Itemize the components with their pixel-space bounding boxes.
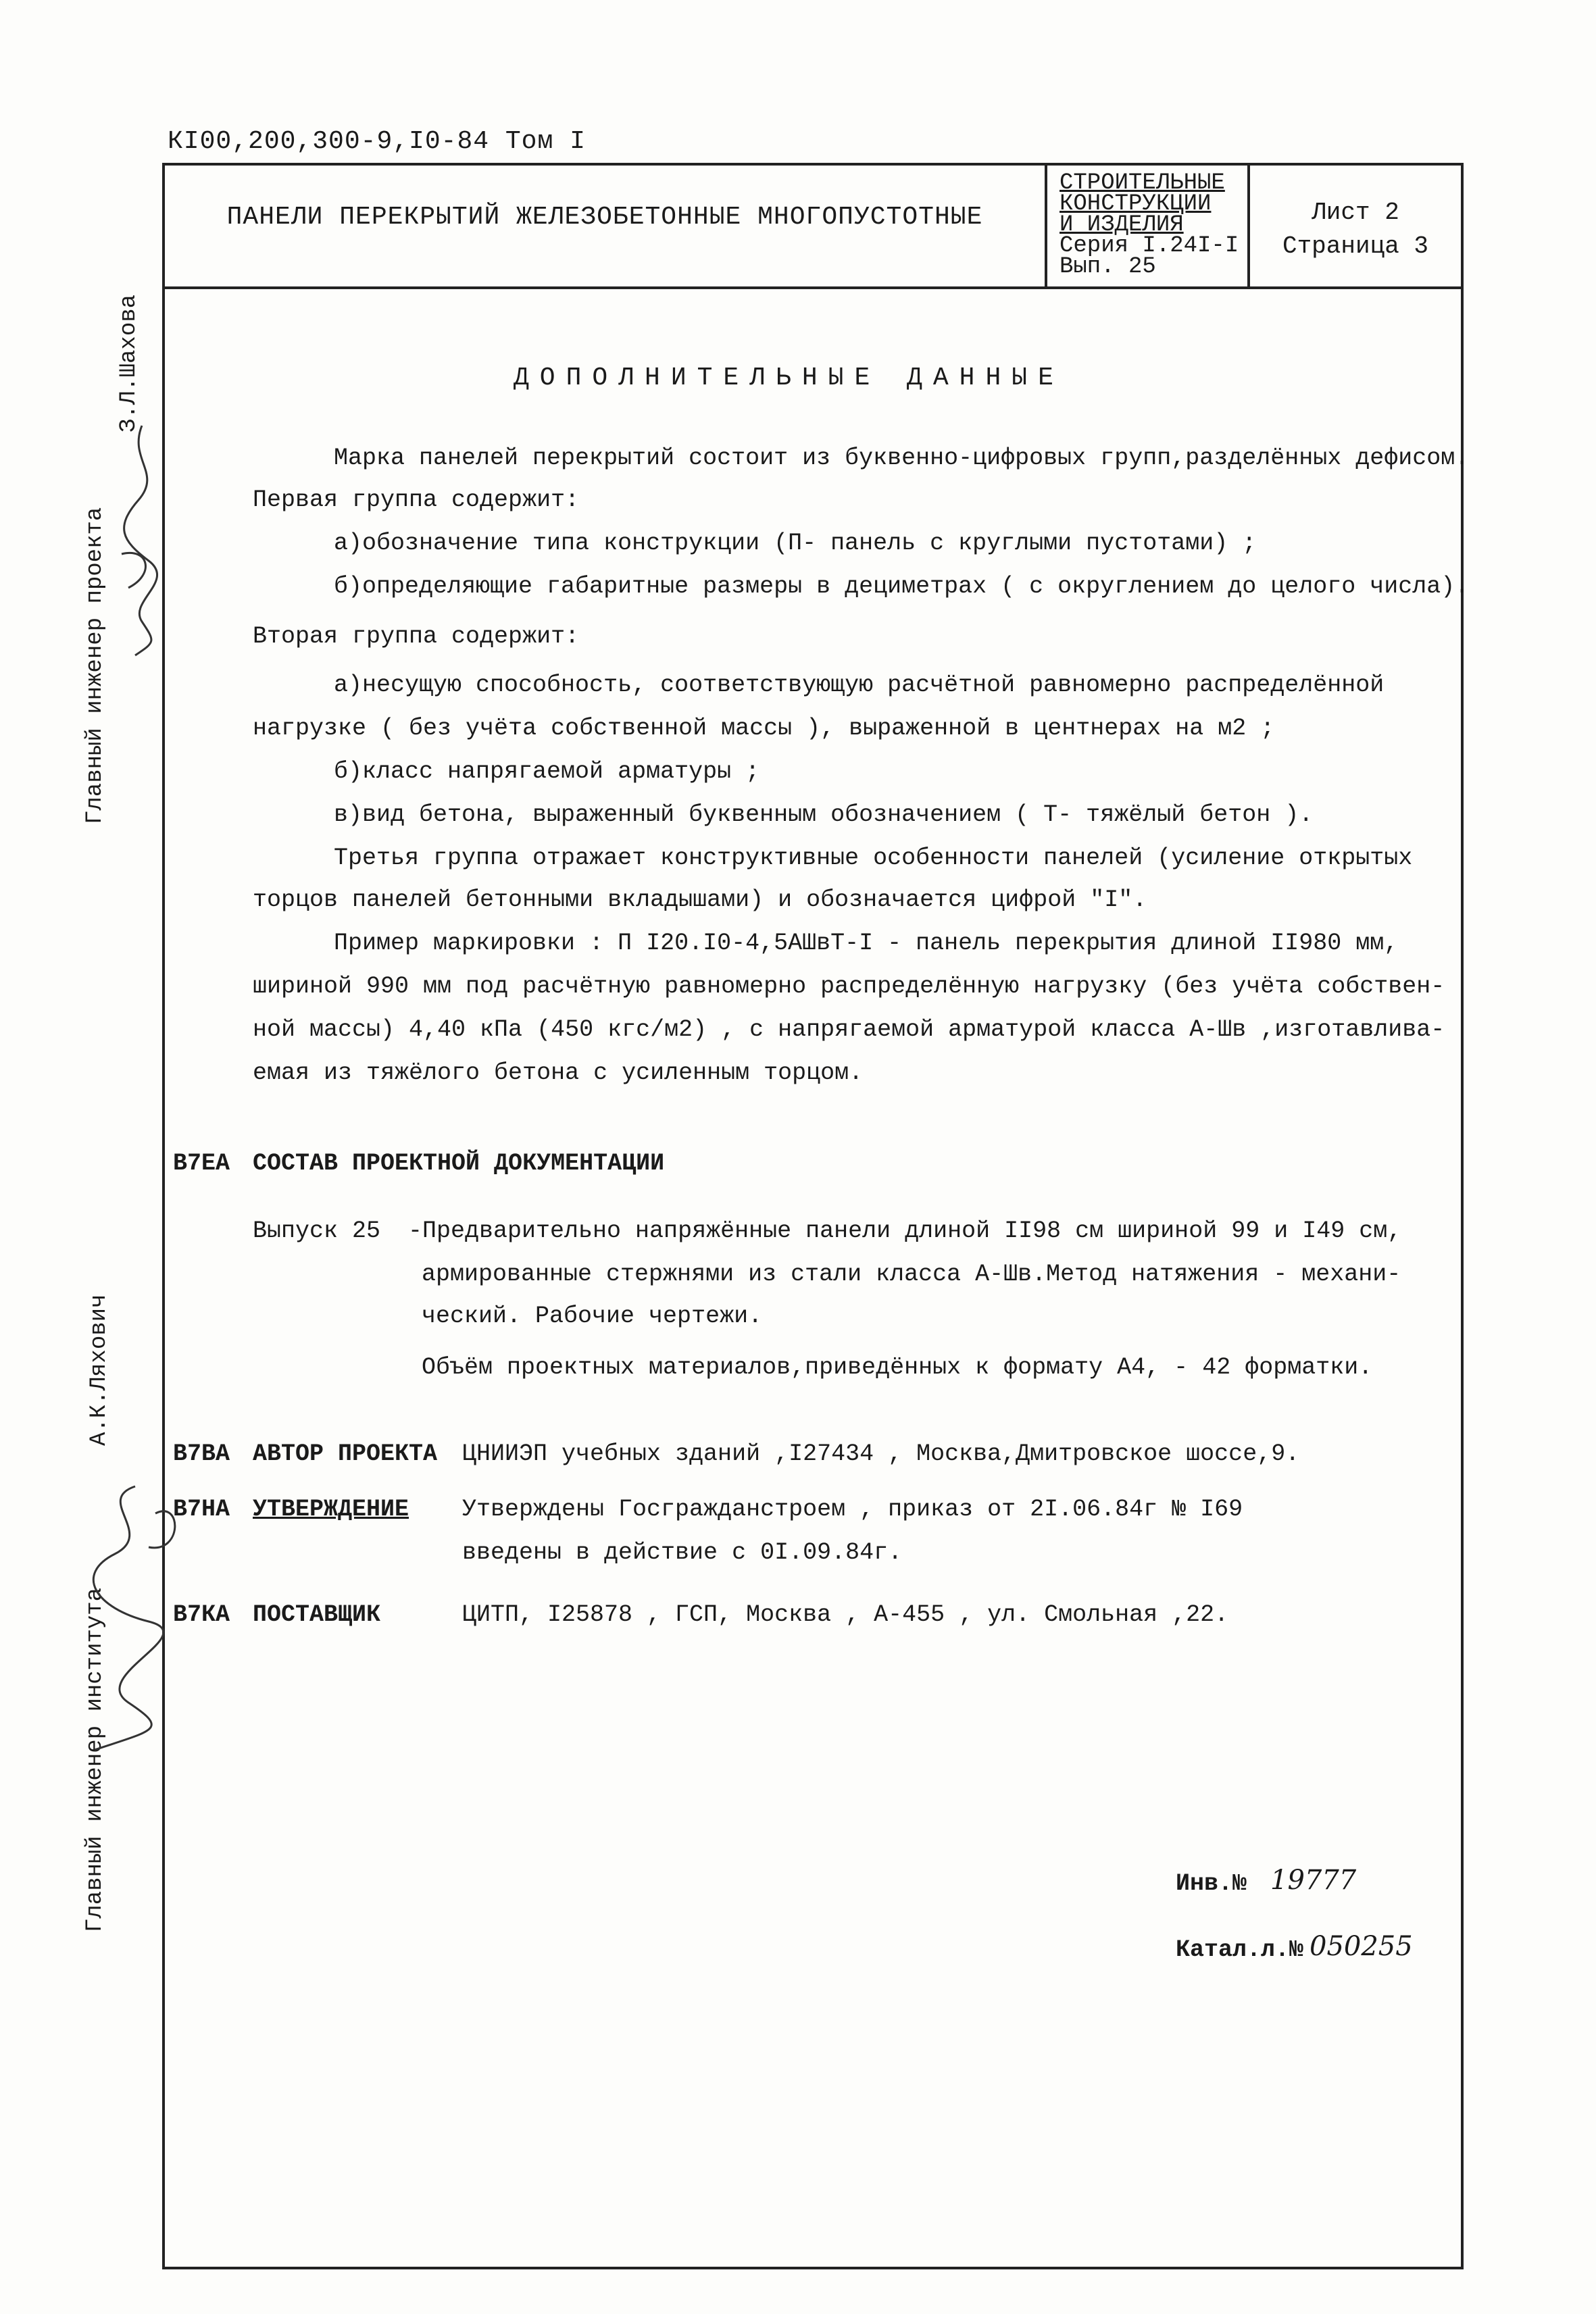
paragraph-line: б)определяющие габаритные размеры в дециметрах ( с округлением до целого числа). [334, 573, 1470, 600]
paragraph-line: а)обозначение типа конструкции (П- панель с круглыми пустотами) ; [334, 530, 1257, 557]
author-text: ЦНИИЭП учебных зданий ,I27434 , Москва,Дмитровское шоссе,9. [462, 1440, 1300, 1467]
series-line: И ИЗДЕЛИЯ [1059, 212, 1184, 238]
series-line: КОНСТРУКЦИИ [1059, 191, 1212, 217]
sheet-number: Лист 2 [1312, 199, 1399, 226]
signature-shakhova [101, 419, 176, 662]
catalog-number: 050255 [1310, 1931, 1413, 1962]
series-line: СТРОИТЕЛЬНЫЕ [1059, 170, 1225, 196]
paragraph-line: торцов панелей бетонными вкладышами) и обозначается цифрой "I". [253, 886, 1147, 913]
paragraph-line: Марка панелей перекрытий состоит из буквенно-цифровых групп,разделённых дефисом. [334, 445, 1470, 472]
chief-project-engineer-title: Главный инженер проекта [82, 507, 108, 824]
approval-line: введены в действие с 0I.09.84г. [462, 1539, 903, 1566]
paragraph-line: ной массы) 4,40 кПа (450 кгс/м2) , с напрягаемой арматурой класса А-Шв ,изготавлива- [253, 1016, 1445, 1043]
header-title: ПАНЕЛИ ПЕРЕКРЫТИЙ ЖЕЛЕЗОБЕТОННЫЕ МНОГОПУСТОТНЫЕ [226, 203, 983, 232]
paragraph-line: а)несущую способность, соответствующую расчётной равномерно распределённой [334, 672, 1385, 699]
volume-line: Объём проектных материалов,приведённых к формату А4, - 42 форматки. [422, 1354, 1373, 1381]
catalog-label: Катал.л.№ [1176, 1936, 1304, 1963]
sheet-block [1254, 196, 1457, 263]
paragraph-line: Пример маркировки : П I20.I0-4,5АШвТ-I - панель перекрытия длиной II980 мм, [334, 930, 1399, 957]
approval-code: В7НА [173, 1496, 230, 1523]
supplier-code: В7КА [173, 1601, 230, 1628]
issue-label: Выпуск 25 [253, 1217, 381, 1244]
approval-title: УТВЕРЖДЕНИЕ [253, 1496, 409, 1523]
issue-line: армированные стержнями из стали класса А-Шв.Метод натяжения - механи- [422, 1261, 1401, 1288]
supplier-title: ПОСТАВЩИК [253, 1601, 381, 1628]
author-title: АВТОР ПРОЕКТА [253, 1440, 438, 1467]
series-line: Серия I.24I-I [1059, 233, 1239, 259]
approval-line: Утверждены Госгражданстроем , приказ от 2I.06.84г № I69 [462, 1496, 1243, 1523]
chief-institute-engineer-title: Главный инженер института [82, 1587, 108, 1932]
composition-code: В7ЕА [173, 1150, 230, 1177]
paragraph-line: нагрузке ( без учёта собственной массы ), выраженной в центнерах на м2 ; [253, 715, 1275, 742]
series-line: Вып. 25 [1059, 254, 1156, 280]
header-separator-1 [1045, 163, 1047, 288]
inventory-number: 19777 [1270, 1865, 1357, 1896]
paragraph-line: Вторая группа содержит: [253, 623, 580, 650]
chief-institute-engineer-name: А.К.Ляхович [86, 1294, 112, 1446]
issue-line: -Предварительно напряжённые панели длиной II98 см шириной 99 и I49 см, [408, 1217, 1402, 1244]
paragraph-line: шириной 990 мм под расчётную равномерно распределённую нагрузку (без учёта собствен- [253, 973, 1445, 1000]
signature-lyakhovich [54, 1473, 189, 1757]
inventory-label: Инв.№ [1176, 1870, 1247, 1897]
paragraph-line: б)класс напрягаемой арматуры ; [334, 758, 760, 785]
header-divider [162, 286, 1464, 289]
document-code: КI00,200,300-9,I0-84 Том I [168, 127, 586, 156]
author-code: В7ВА [173, 1440, 230, 1467]
paragraph-line: Третья группа отражает конструктивные особенности панелей (усиление открытых [334, 845, 1413, 872]
page-number: Страница 3 [1282, 232, 1429, 260]
header-separator-2 [1247, 163, 1250, 288]
paragraph-line: в)вид бетона, выраженный буквенным обозначением ( Т- тяжёлый бетон ). [334, 801, 1314, 828]
section-heading: ДОПОЛНИТЕЛЬНЫЕ ДАННЫЕ [514, 363, 1064, 393]
paragraph-line: Первая группа содержит: [253, 486, 580, 513]
supplier-text: ЦИТП, I25878 , ГСП, Москва , А-455 , ул. Смольная ,22. [462, 1601, 1229, 1628]
composition-title: СОСТАВ ПРОЕКТНОЙ ДОКУМЕНТАЦИИ [253, 1150, 665, 1177]
issue-line: ческий. Рабочие чертежи. [422, 1303, 763, 1330]
chief-project-engineer-name: З.Л.Шахова [116, 294, 142, 432]
paragraph-line: емая из тяжёлого бетона с усиленным торцом. [253, 1059, 864, 1086]
series-block [1059, 170, 1242, 280]
